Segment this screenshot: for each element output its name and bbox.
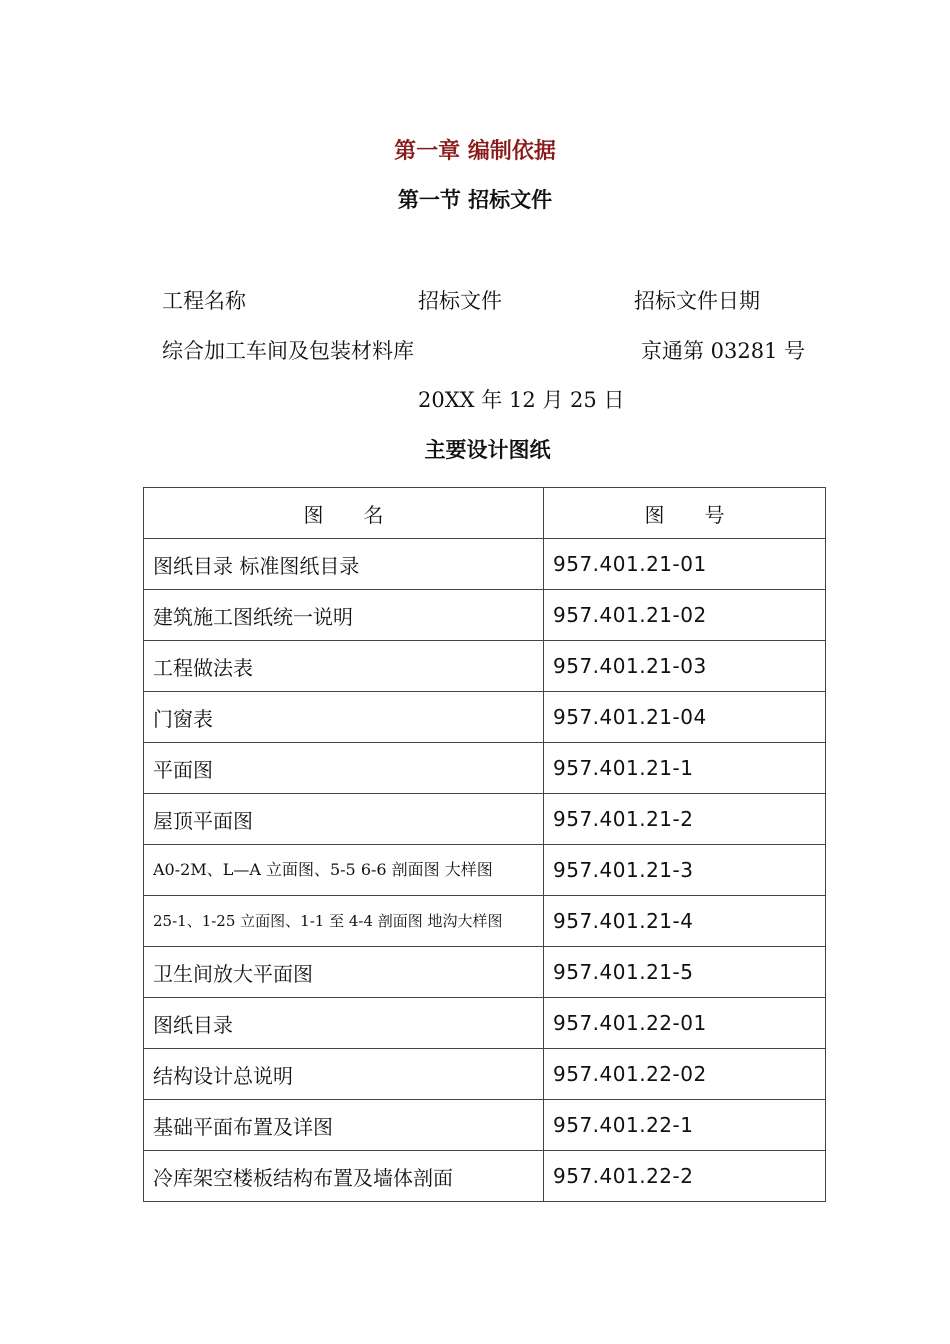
- drawing-name: A0-2M、L—A 立面图、5-5 6-6 剖面图 大样图: [144, 845, 544, 896]
- drawing-number: 957.401.22-01: [544, 998, 826, 1049]
- drawing-number: 957.401.21-1: [544, 743, 826, 794]
- drawing-name: 卫生间放大平面图: [144, 947, 544, 998]
- label-tender-date: 招标文件日期: [634, 289, 760, 313]
- drawings-table: [143, 487, 826, 1202]
- project-name-value: 综合加工车间及包装材料库: [162, 339, 414, 363]
- drawing-number: 957.401.21-04: [544, 692, 826, 743]
- drawing-number: 957.401.22-2: [544, 1151, 826, 1202]
- drawing-number: 957.401.21-02: [544, 590, 826, 641]
- table-row: [144, 896, 826, 947]
- drawing-name: 工程做法表: [144, 641, 544, 692]
- drawing-name: 屋顶平面图: [144, 794, 544, 845]
- drawings-title: 主要设计图纸: [424, 437, 551, 462]
- table-row: [144, 1151, 826, 1202]
- tender-doc-number: 京通第 03281 号: [641, 339, 806, 363]
- chapter-title: 第一章 编制依据: [394, 138, 556, 164]
- table-header-row: [144, 488, 826, 539]
- drawing-number: 957.401.21-03: [544, 641, 826, 692]
- label-project-name: 工程名称: [162, 289, 246, 313]
- drawing-number: 957.401.22-1: [544, 1100, 826, 1151]
- table-row: [144, 1049, 826, 1100]
- drawing-name: 25-1、1-25 立面图、1-1 至 4-4 剖面图 地沟大样图: [144, 896, 544, 947]
- section-title: 第一节 招标文件: [397, 187, 553, 212]
- drawing-name: 图纸目录: [144, 998, 544, 1049]
- drawing-number: 957.401.21-2: [544, 794, 826, 845]
- table-row: [144, 641, 826, 692]
- drawing-name: 结构设计总说明: [144, 1049, 544, 1100]
- table-row: [144, 743, 826, 794]
- drawing-number: 957.401.22-02: [544, 1049, 826, 1100]
- drawing-number: 957.401.21-01: [544, 539, 826, 590]
- header-drawing-name: 图 名: [144, 488, 544, 539]
- table-row: [144, 794, 826, 845]
- table-row: [144, 539, 826, 590]
- table-row: [144, 845, 826, 896]
- table-row: [144, 998, 826, 1049]
- drawing-name: 基础平面布置及详图: [144, 1100, 544, 1151]
- drawing-name: 建筑施工图纸统一说明: [144, 590, 544, 641]
- table-row: [144, 692, 826, 743]
- label-tender-doc: 招标文件: [418, 289, 502, 313]
- drawing-number: 957.401.21-3: [544, 845, 826, 896]
- drawing-number: 957.401.21-5: [544, 947, 826, 998]
- drawing-number: 957.401.21-4: [544, 896, 826, 947]
- drawing-name: 冷库架空楼板结构布置及墙体剖面: [144, 1151, 544, 1202]
- header-drawing-number: 图 号: [544, 488, 826, 539]
- table-row: [144, 947, 826, 998]
- tender-date-value: 20XX 年 12 月 25 日: [418, 388, 625, 412]
- table-row: [144, 1100, 826, 1151]
- drawing-name: 平面图: [144, 743, 544, 794]
- drawing-name: 门窗表: [144, 692, 544, 743]
- drawing-name: 图纸目录 标准图纸目录: [144, 539, 544, 590]
- table-row: [144, 590, 826, 641]
